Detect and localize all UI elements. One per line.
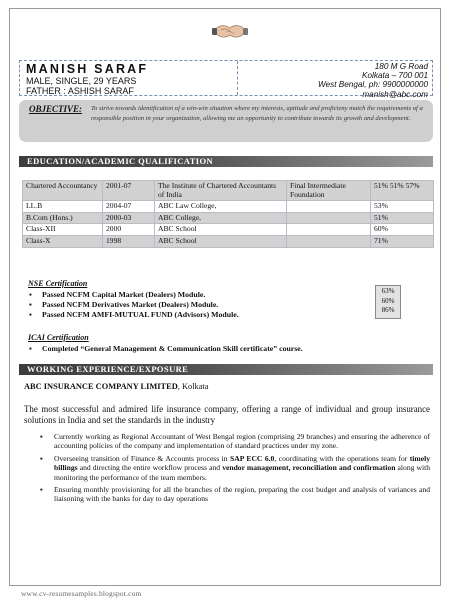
work-heading: WORKING EXPERIENCE/EXPOSURE: [19, 364, 433, 375]
list-item: ▪ Ensuring monthly provisioning for all the branches of the region, preparing the cost budget and analysis of variances and liaisoning with the banks for day to day operations: [54, 485, 430, 504]
level-cell: [287, 212, 371, 224]
billing-text: timely billings: [54, 453, 431, 473]
objective-text: To strive towards identification of a win-win situation where my interests, aptitude and proficieny match the requirements of a responsible position in your organization, allowing me an opportunity to contribute towards its growth and development.: [91, 105, 423, 122]
table-row: [23, 224, 434, 236]
nse-list: [42, 290, 239, 321]
year-cell: 2001-07: [103, 181, 155, 201]
institute-cell: ABC School: [155, 224, 287, 236]
level-cell: [287, 235, 371, 247]
company-summary: The most successful and admired life insurance company, offering a range of individual and group insurance solutions in India and set the standards in the industry: [24, 404, 430, 425]
objective-label: OBJECTIVE:: [29, 104, 83, 114]
score-cell: 51% 51% 57%: [371, 181, 434, 201]
icai-list: [42, 344, 303, 354]
institute-cell: ABC School: [155, 235, 287, 247]
icai-title: ICAI Certification: [28, 333, 89, 342]
vendor-text: vendor management, reconciliation and confirmation: [222, 463, 396, 473]
score-value: 60%: [381, 296, 395, 305]
score-cell: 53%: [371, 201, 434, 213]
personal-info: [20, 61, 238, 95]
text-span: Overseeing transition of Finance & Accounts process in: [54, 453, 231, 463]
education-heading: EDUCATION/ACADEMIC QUALIFICATION: [19, 156, 433, 167]
year-cell: 1998: [103, 235, 155, 247]
table-row: [23, 201, 434, 213]
score-cell: 71%: [371, 235, 434, 247]
institute-cell: The Institute of Chartered Accountants of India: [155, 181, 287, 201]
text-span: , coordinating with the operations team for: [274, 453, 410, 463]
contact-info: [318, 62, 428, 99]
handshake-icon: [212, 19, 248, 43]
score-value: 86%: [381, 306, 395, 314]
header-box: [19, 60, 433, 99]
degree-cell: Class-XII: [23, 224, 103, 236]
institute-cell: ABC College,: [155, 212, 287, 224]
list-item: ▪ Completed “General Management & Communication Skill certificate” course.: [42, 344, 303, 354]
address-line-2: Kolkata – 700 001: [361, 71, 428, 81]
nse-title: NSE Certification: [28, 279, 88, 288]
list-item: ▪ Passed NCFM AMFI-MUTUAL FUND (Advisors) Module.: [42, 310, 239, 320]
institute-cell: ABC Law College,: [155, 201, 287, 213]
personal-line: MALE, SINGLE, 29 YEARS: [26, 76, 137, 86]
table-row: [23, 212, 434, 224]
list-item: ▪ Passed NCFM Capital Market (Dealers) Module.: [42, 290, 239, 300]
address-line-1: 180 M G Road: [374, 62, 428, 71]
footer-url[interactable]: www.cv-resumesamples.blogspot.com: [21, 589, 142, 598]
degree-cell: Class-X: [23, 235, 103, 247]
candidate-name: MANISH SARAF: [26, 62, 149, 76]
degree-cell: Chartered Accountancy: [23, 181, 103, 201]
sap-text: SAP ECC 6.0: [230, 453, 275, 463]
address-line-3: West Bengal, ph: 9900000000: [317, 80, 428, 90]
education-table: [22, 180, 434, 248]
company-line: [24, 382, 208, 391]
text-span: along with monitoring the performance of the team members.: [54, 463, 431, 482]
score-cell: 60%: [371, 224, 434, 236]
objective-box: [19, 100, 433, 142]
score-cell: 51%: [371, 212, 434, 224]
year-cell: 2000: [103, 224, 155, 236]
year-cell: 2000-03: [103, 212, 155, 224]
level-cell: [287, 224, 371, 236]
work-list: [54, 432, 430, 507]
table-row: [23, 235, 434, 247]
table-row: [23, 181, 434, 201]
list-item: ▪ Currently working as Regional Accountant of West Bengal region (comprising 29 branches) and ensuring the adherence of accounting policies of the company and implementation of standard practices under my zone.: [54, 432, 430, 451]
degree-cell: LL.B: [23, 201, 103, 213]
email: manish@abc.com: [362, 89, 428, 99]
text-span: and directing the entire workflow process and: [77, 463, 223, 473]
list-item: ▪ Passed NCFM Derivatives Market (Dealers) Module.: [42, 300, 239, 310]
score-value: 63%: [381, 287, 395, 295]
level-cell: [287, 201, 371, 213]
nse-scores: [375, 285, 401, 319]
father-line: FATHER : ASHISH SARAF: [26, 86, 134, 96]
degree-cell: B.Com (Hons.): [23, 212, 103, 224]
company-name: ABC INSURANCE COMPANY LIMITED: [24, 382, 178, 391]
year-cell: 2004-07: [103, 201, 155, 213]
list-item: [54, 454, 430, 482]
company-location: , Kolkata: [177, 382, 209, 391]
level-cell: Final Intermediate Foundation: [287, 181, 371, 201]
